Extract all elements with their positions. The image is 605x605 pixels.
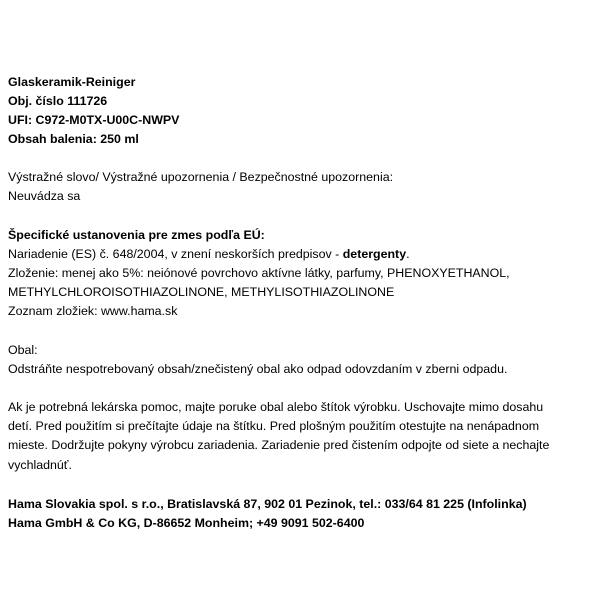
regulation-suffix: . [406, 246, 410, 261]
safety-section [8, 398, 585, 474]
contacts-section [8, 495, 585, 533]
safety-line-4: vychladnúť. [8, 457, 72, 472]
regulation-line [8, 245, 585, 264]
eu-provisions-section [8, 226, 585, 321]
composition-line-1: Zloženie: menej ako 5%: neiónové povrchovo aktívne látky, parfumy, PHENOXYETHANOL, [8, 265, 510, 280]
package-content: Obsah balenia: 250 ml [8, 132, 139, 147]
packaging-section [8, 341, 585, 379]
hazard-section [8, 168, 585, 206]
ufi-code: UFI: C972-M0TX-U00C-NWPV [8, 113, 180, 128]
ingredients-list: Zoznam zložiek: www.hama.sk [8, 303, 178, 318]
packaging-label: Obal: [8, 343, 38, 358]
safety-line-3: mieste. Dodržujte pokyny výrobcu zariadenia. Zariadenie pred čistením odpojte od siete a nechajte [8, 438, 550, 453]
contact-hama-germany: Hama GmbH & Co KG, D-86652 Monheim; +49 9091 502-6400 [8, 515, 365, 530]
contact-hama-slovakia: Hama Slovakia spol. s r.o., Bratislavská 87, 902 01 Pezinok, tel.: 033/64 81 225 (Infolinka) [8, 496, 527, 511]
order-number: Obj. číslo 111726 [8, 94, 108, 109]
regulation-prefix: Nariadenie (ES) č. 648/2004, v znení neskorších predpisov - [8, 246, 343, 261]
packaging-instruction: Odstráňte nespotrebovaný obsah/znečistený obal ako odpad odovzdaním v zberni odpadu. [8, 362, 508, 377]
hazard-label: Výstražné slovo/ Výstražné upozornenia / Bezpečnostné upozornenia: [8, 170, 394, 185]
hazard-value: Neuvádza sa [8, 189, 81, 204]
composition-line-2: METHYLCHLOROISOTHIAZOLINONE, METHYLISOTHIAZOLINONE [8, 284, 395, 299]
safety-line-2: detí. Pred použitím si prečítajte údaje na štítku. Pred plošným použitím otestujte na nenápadnom [8, 419, 540, 434]
regulation-detergents: detergenty [342, 246, 407, 261]
safety-line-1: Ak je potrebná lekárska pomoc, majte poruke obal alebo štítok výrobku. Uschovajte mimo dosahu [8, 400, 544, 415]
product-header [8, 73, 585, 149]
product-name: Glaskeramik-Reiniger [8, 75, 136, 89]
eu-provisions-heading: Špecifické ustanovenia pre zmes podľa EÚ: [8, 227, 265, 242]
